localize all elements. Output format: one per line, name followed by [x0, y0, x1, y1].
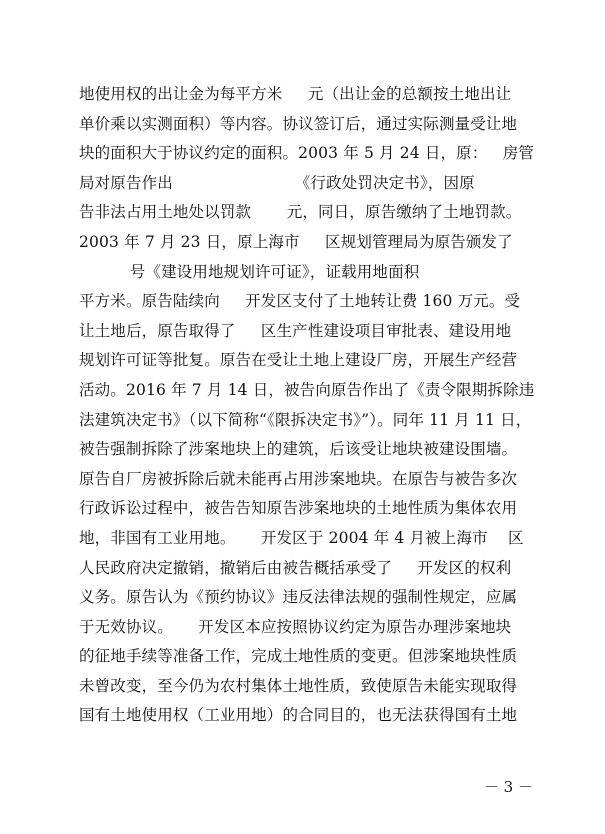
text-line: 平方米。原告陆续向 开发区支付了土地转让费 160 万元。受 [79, 292, 521, 311]
text-line: 局对原告作出 《行政处罚决定书》，因原 [79, 173, 475, 192]
text-line: 地，非国有工业用地。 开发区于 2004 年 4 月被上海市 区 [79, 528, 524, 547]
page-number: － 3 － [483, 778, 533, 796]
text-line: 告非法占用土地处以罚款 元，同日，原告缴纳了土地罚款。 [79, 203, 522, 222]
text-line: 义务。原告认为《预约协议》违反法律法规的强制性规定，应属 [79, 588, 518, 607]
body-text [79, 80, 539, 731]
text-line: 被告强制拆除了涉案地块上的建筑，后该受让地块被建设围墙。 [79, 440, 518, 459]
text-line: 地使用权的出让金为每平方米 元（出让金的总额按土地出让 [79, 85, 512, 103]
text-line: 块的面积大于协议约定的面积。2003 年 5 月 24 日，原： 房管 [79, 144, 534, 163]
text-line: 于无效协议。 开发区本应按照协议约定为原告办理涉案地块 [79, 617, 512, 636]
text-line: 人民政府决定撤销，撤销后由被告概括承受了 开发区的权利 [79, 558, 512, 577]
text-line: 行政诉讼过程中，被告告知原告涉案地块的土地性质为集体农用 [79, 499, 518, 518]
text-line: 活动。2016 年 7 月 14 日，被告向原告作出了《责令限期拆除违 [79, 380, 535, 399]
text-line: 未曾改变，至今仍为农村集体土地性质，致使原告未能实现取得 [79, 676, 518, 695]
text-line: 国有土地使用权（工业用地）的合同目的，也无法获得国有土地 [79, 706, 518, 725]
text-line: 让土地后，原告取得了 区生产性建设项目审批表、建设用地 [79, 321, 512, 340]
text-line: 2003 年 7 月 23 日，原上海市 区规划管理局为原告颁发了 [79, 232, 513, 251]
text-line: 号《建设用地规划许可证》，证载用地面积 [79, 262, 420, 281]
text-line: 的征地手续等准备工作，完成土地性质的变更。但涉案地块性质 [79, 647, 518, 666]
text-line: 法建筑决定书》（以下简称“《限拆决定书》”）。同年 11 月 11 日， [79, 410, 532, 429]
text-line: 原告自厂房被拆除后就未能再占用涉案地块。在原告与被告多次 [79, 469, 518, 488]
text-line: 单价乘以实测面积）等内容。协议签订后，通过实际测量受让地 [79, 114, 518, 133]
text-line: 规划许可证等批复。原告在受让土地上建设厂房，开展生产经营 [79, 351, 518, 370]
